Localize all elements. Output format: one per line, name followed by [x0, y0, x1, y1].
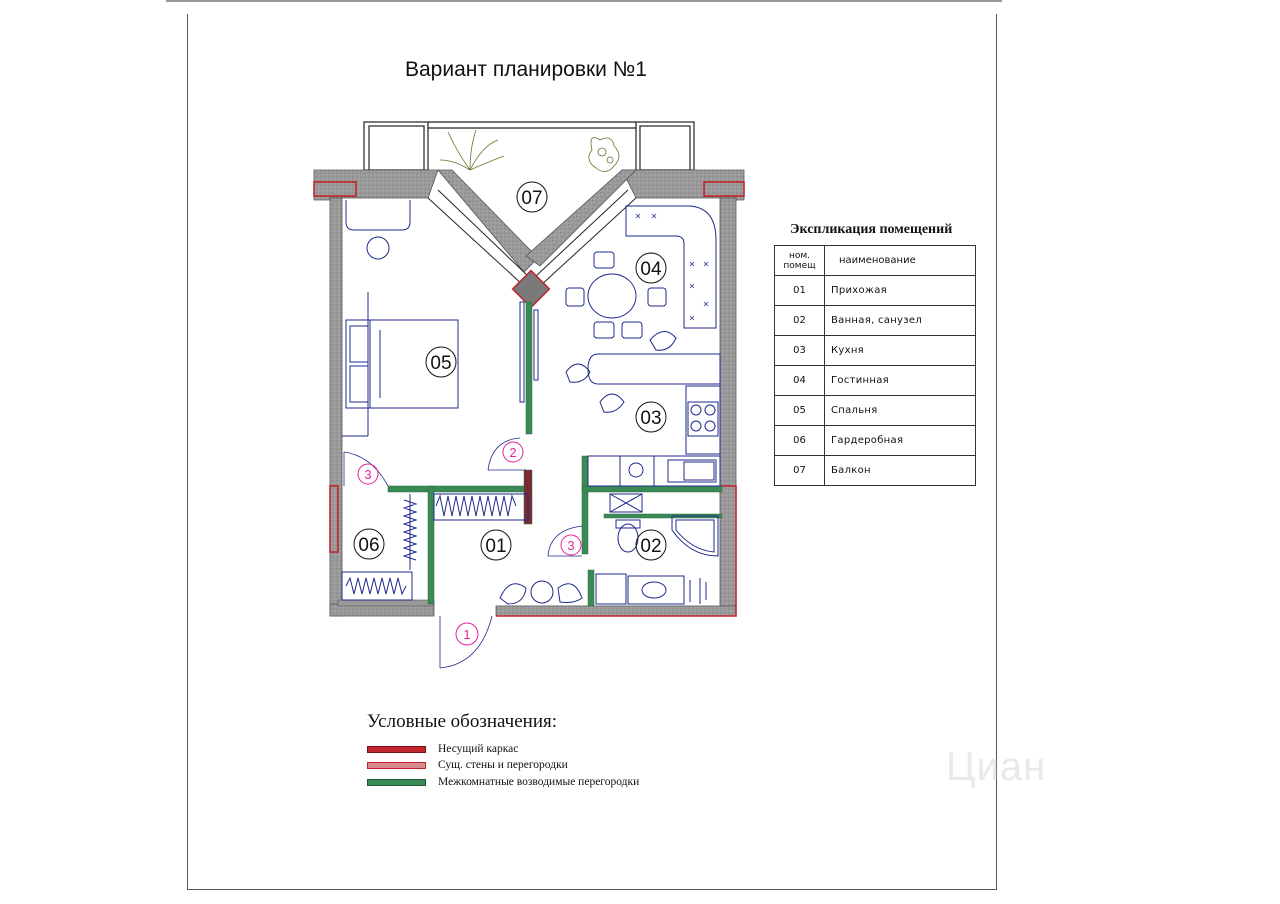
explication-header-row — [775, 246, 976, 276]
explication-header-num — [775, 246, 825, 276]
legend-item-new — [367, 775, 639, 789]
explication-header-num-line1: ном. — [788, 250, 811, 261]
plan-title: Вариант планировки №1 — [405, 58, 647, 81]
legend-swatch-existing — [367, 762, 426, 769]
room-label-07 — [517, 182, 547, 212]
legend-swatch-bearing — [367, 746, 426, 753]
table-row — [775, 366, 976, 396]
table-row — [775, 276, 976, 306]
legend-swatch-new — [367, 779, 426, 786]
explication-title: Экспликация помещений — [790, 222, 953, 237]
svg-text:2: 2 — [509, 445, 517, 460]
room-label-04 — [636, 253, 666, 283]
table-row — [775, 396, 976, 426]
room-number: 01 — [775, 276, 825, 306]
door-label-3-wardrobe — [358, 464, 378, 484]
room-name: Прихожая — [825, 276, 976, 306]
svg-text:04: 04 — [640, 259, 662, 280]
room-label-03 — [636, 402, 666, 432]
svg-text:01: 01 — [485, 536, 507, 557]
legend-label: Сущ. стены и перегородки — [438, 759, 568, 771]
legend-item-bearing — [367, 742, 518, 756]
door-label-2 — [503, 442, 523, 462]
legend-label: Межкомнатные возводимые перегородки — [438, 776, 640, 788]
room-name: Гардеробная — [825, 426, 976, 456]
room-label-01 — [481, 530, 511, 560]
existing-walls — [338, 600, 434, 606]
table-row — [775, 456, 976, 486]
svg-text:05: 05 — [430, 353, 452, 374]
room-name: Гостинная — [825, 366, 976, 396]
room-name: Спальня — [825, 396, 976, 426]
svg-text:06: 06 — [358, 535, 380, 556]
room-name: Кухня — [825, 336, 976, 366]
table-row — [775, 306, 976, 336]
svg-text:07: 07 — [521, 188, 543, 209]
table-row — [775, 336, 976, 366]
watermark-logo: Циан — [946, 745, 1047, 789]
legend-title: Условные обозначения: — [367, 711, 558, 732]
room-label-06 — [354, 529, 384, 559]
door-label-1 — [456, 623, 478, 645]
door-label-3-bath — [561, 535, 581, 555]
svg-text:03: 03 — [640, 408, 662, 429]
room-number: 02 — [775, 306, 825, 336]
explication-table — [774, 245, 976, 486]
room-name: Ванная, санузел — [825, 306, 976, 336]
legend-item-existing — [367, 758, 568, 772]
room-label-02 — [636, 530, 666, 560]
room-number: 06 — [775, 426, 825, 456]
balcony-plant — [440, 130, 619, 172]
svg-text:3: 3 — [364, 467, 372, 482]
room-number: 05 — [775, 396, 825, 426]
explication-header-num-line2: помещ — [783, 260, 816, 271]
room-label-05 — [426, 347, 456, 377]
room-number: 07 — [775, 456, 825, 486]
room-name: Балкон — [825, 456, 976, 486]
svg-text:1: 1 — [463, 627, 471, 642]
table-row — [775, 426, 976, 456]
balcony-frames — [364, 122, 694, 170]
room-number: 04 — [775, 366, 825, 396]
room-number: 03 — [775, 336, 825, 366]
svg-text:3: 3 — [567, 538, 575, 553]
explication-header-name: наименование — [825, 246, 976, 276]
legend-label: Несущий каркас — [438, 743, 519, 755]
svg-text:02: 02 — [640, 536, 662, 557]
